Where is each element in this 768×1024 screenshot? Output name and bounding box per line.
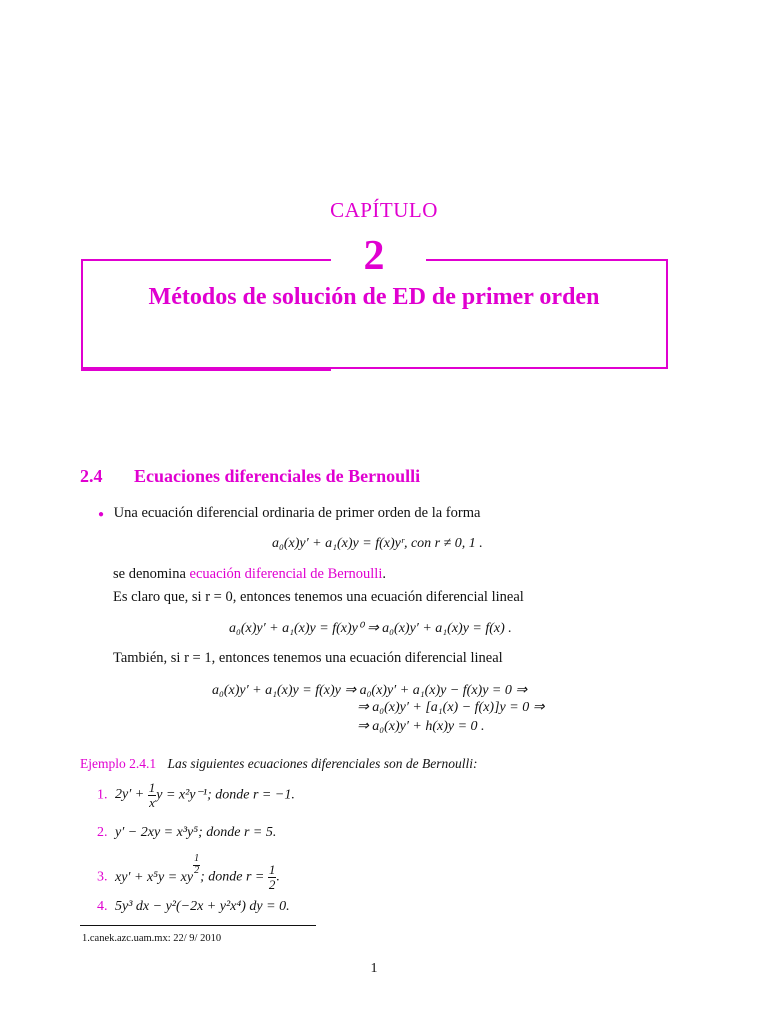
equation-case-r1-line2: ⇒ a₀(x)y′ + [a₁(x) − f(x)]y = 0 ⇒ [357,700,545,715]
exponent-numerator: 1 [194,853,200,864]
item-number: 2. [97,825,108,840]
item-3-mid: ; donde r = [200,869,268,885]
chapter-title: Métodos de solución de ED de primer orden [148,284,600,310]
definition-pre: se denomina [113,566,190,582]
case-r1-text: También, si r = 1, entonces tenemos una ecuación diferencial lineal [113,650,503,666]
section-heading [80,466,420,487]
fraction-numerator: 1 [148,780,156,795]
equation-case-r1-line3: ⇒ a₀(x)y′ + h(x)y = 0 . [357,719,485,734]
fraction-denominator: x [149,794,155,810]
item-1-pre: 2y′ + [115,787,148,803]
bullet-item [98,505,480,522]
exponent-denominator: 2 [194,864,200,876]
example-item-3 [97,854,280,891]
intro-text: Una ecuación diferencial ordinaria de primer orden de la forma [113,505,481,521]
item-number: 3. [97,869,108,885]
bernoulli-link[interactable]: ecuación diferencial de Bernoulli [189,566,383,582]
definition-post: . [382,566,386,582]
item-2-eq: y′ − 2xy = x³y⁵; donde r = 5. [115,825,277,840]
section-title: Ecuaciones diferenciales de Bernoulli [134,466,421,486]
case-r0-text: Es claro que, si r = 0, entonces tenemos una ecuación diferencial lineal [113,589,524,605]
example-item-2 [97,825,276,841]
item-4-eq: 5y³ dx − y²(−2x + y²x⁴) dy = 0. [115,899,290,914]
chapter-box-left [81,259,331,371]
example-item-4 [97,899,290,915]
definition-line [113,566,386,583]
section-number: 2.4 [80,466,103,486]
item-3-pre: xy′ + x⁵y = xy [115,869,194,885]
example-text: Las siguientes ecuaciones diferenciales son de Bernoulli: [167,756,478,771]
bullet-icon: ● [98,509,105,520]
example-heading [80,756,477,772]
example-label: Ejemplo 2.4.1 [80,756,157,771]
equation-case-r0: a₀(x)y′ + a₁(x)y = f(x)y⁰ ⇒ a₀(x)y′ + a₁(x)y = f(x) . [229,621,512,636]
chapter-box-bottom [81,367,668,369]
footnote: 1.canek.azc.uam.mx: 22/ 9/ 2010 [82,933,222,944]
item-1-post: y = x²y⁻¹; donde r = −1. [156,787,295,803]
item-number: 1. [97,787,108,803]
fraction-denominator: 2 [268,876,276,892]
chapter-box-right [426,259,668,369]
chapter-number: 2 [363,233,385,279]
item-number: 4. [97,899,108,914]
item-3-post: . [276,869,280,885]
footnote-rule [80,925,316,926]
fraction [148,781,157,809]
page-number: 1 [370,961,378,976]
equation-case-r1-line1: a₀(x)y′ + a₁(x)y = f(x)y ⇒ a₀(x)y′ + a₁(x)y − f(x)y = 0 ⇒ [212,683,528,698]
example-item-1 [97,781,295,809]
chapter-label: CAPÍTULO [330,198,438,222]
fraction-numerator: 1 [268,862,276,878]
equation-bernoulli: a₀(x)y′ + a₁(x)y = f(x)yʳ, con r ≠ 0, 1 . [272,536,483,551]
